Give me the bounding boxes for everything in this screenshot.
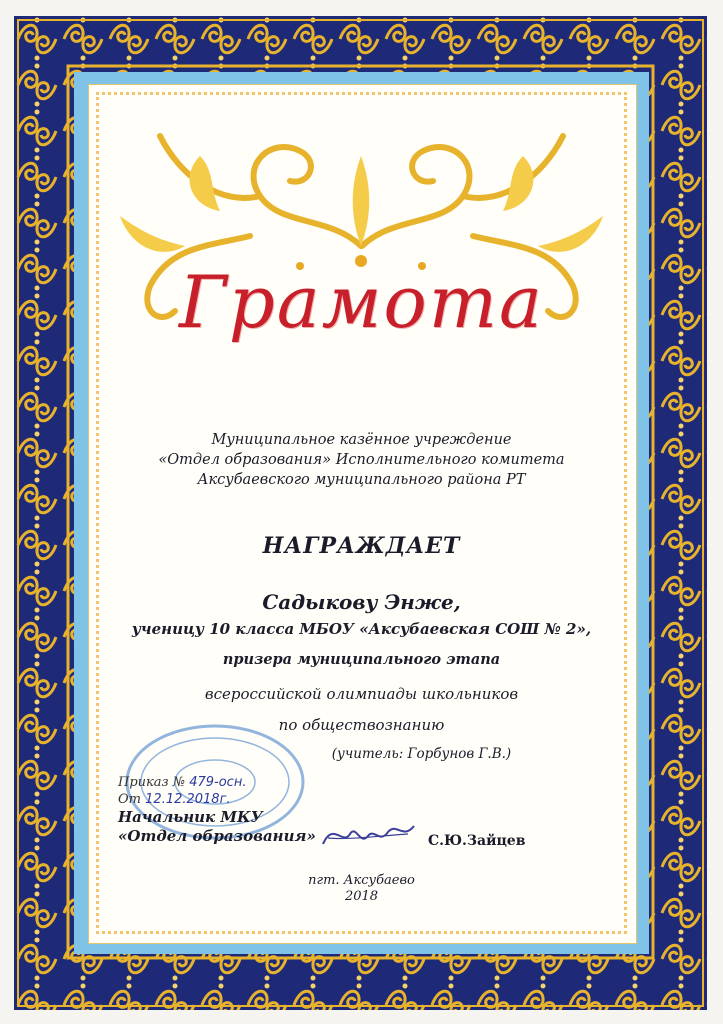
body-line-olympiad: всероссийской олимпиады школьников xyxy=(204,685,519,703)
order-date: 12.12.2018г. xyxy=(145,792,231,807)
body-line-subject: по обществознанию xyxy=(278,716,445,734)
head-position xyxy=(118,808,316,846)
issuer-block xyxy=(150,430,573,490)
issuer-line: Муниципальное казённое учреждение xyxy=(211,432,512,448)
body-line-school: ученицу 10 класса МБОУ «Аксубаевская СОШ № 2», xyxy=(131,620,592,638)
certificate-title: Грамота xyxy=(179,260,544,344)
issuer-line: «Отдел образования» Исполнительного комитета xyxy=(158,452,565,468)
year: 2018 xyxy=(344,889,379,904)
head-line: «Отдел образования» xyxy=(118,827,316,845)
signer-name: С.Ю.Зайцев xyxy=(428,833,526,849)
award-verb: НАГРАЖДАЕТ xyxy=(262,533,461,559)
recipient-name: Садыкову Энже, xyxy=(262,590,461,614)
place-name: пгт. Аксубаево xyxy=(308,873,415,888)
issuer-line: Аксубаевского муниципального района РТ xyxy=(197,472,526,488)
order-block xyxy=(118,774,246,808)
order-label: Приказ № xyxy=(118,775,186,790)
handwritten-signature xyxy=(318,816,418,856)
body-line-prize: призера муниципального этапа xyxy=(222,651,501,668)
place-and-year xyxy=(0,873,723,905)
order-date-label: От xyxy=(118,792,141,807)
teacher-line: (учитель: Горбунов Г.В.) xyxy=(331,746,512,762)
head-line: Начальник МКУ xyxy=(118,808,263,826)
order-number: 479-осн. xyxy=(189,775,247,790)
